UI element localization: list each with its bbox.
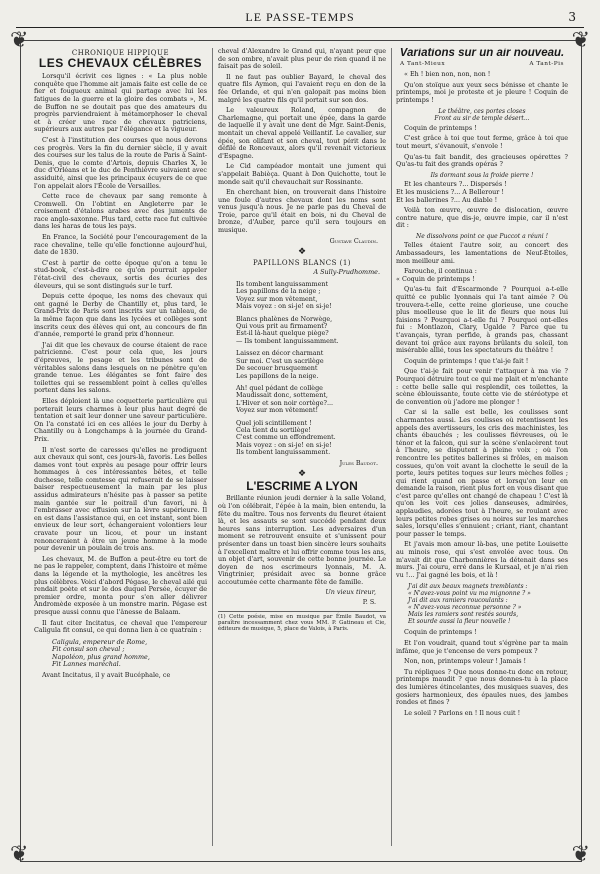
poem-line: Mais voyez : on si-je! en si-je!	[236, 440, 332, 449]
paragraph: J'ai dit que les chevaux de course étaient de race patricienne. C'est pour cela que, les jours d'épreuves, le pesage et les tribunes sont de véritables salons dans lesquels on ne pénètre qu'en grande tenue. Les élégantes se font faire des toilettes qui se ressemblent point à celles qu'elles portent dans les salons.	[34, 340, 207, 395]
poem-line: Les papillons de la neige.	[236, 371, 319, 380]
verse-line: Napoléon, plus grand homme,	[52, 652, 150, 661]
poem-body	[218, 281, 386, 457]
paragraph: Il faut citer Incitatus, ce cheval que l'empereur Caligula fit consul, ce qui donna lien à ce quatrain :	[34, 618, 207, 635]
poem-line: C'est comme un effondrement.	[236, 433, 336, 442]
poem-line: Les papillons de la neige ;	[236, 287, 321, 296]
paragraph: Les chevaux, M. de Buffon a peut-être eu tort de ne pas le rappeler, comptent, dans l'histoire et même dans la légende et la mythologie, les ancêtres les plus célèbres. Voici d'abord Pégase, le cheval ailé qui rendait poète et sur le dos duquel Persée, écuyer de premier ordre, monta pour s'en aller délivrer Andromède exposée à un monstre marin. Pégase est presque aussi connu que l'ânesse de Balaam.	[34, 554, 207, 616]
paragraph: Cette race de chevaux par sang remonte à Cromwell. On l'obtint en Angleterre par le croisement d'étalons arabes avec des juments de race anglo-saxonne. Plus tard, cette race fut cultivée dans les haras de tous les pays.	[34, 192, 207, 231]
article-variations	[396, 48, 568, 846]
verse-line: « N'avez-vous point vu ma mignonne ? »	[408, 590, 531, 598]
corner-ornament-icon: ❦	[10, 842, 29, 867]
poem-line: Voyez sur mon vêtement!	[236, 406, 319, 415]
paragraph: Coquin de printemps ! que t'ai-je fait !	[404, 356, 529, 365]
paragraph: Coquin de printemps !	[404, 123, 477, 132]
poem-line: Ils tombent languissamment	[236, 280, 329, 289]
paragraph: Il ne faut pas oublier Bayard, le cheval des quatre fils Aymon, qui l'avaient reçu en don de la fée Orlande, et qui n'en galopait pas moins bien malgré les quatre fils qu'il portait sur son dos.	[218, 72, 386, 104]
paragraph: Farouche, il continua : « Coquin de printemps !	[396, 267, 477, 283]
dedication-row	[400, 61, 564, 69]
paragraph: Le valeureux Roland, compagnon de Charlemagne, qui portait une épée, dans la garde de laquelle il y avait une dent de Mgr. Saint-Denis, montait un cheval appelé Veillantif. Le cavalier, sur épée, son olifant et son cheval, tout périt dans le défilé de Roncevaux, alors qu'il revenait victorieux d'Espagne.	[218, 106, 386, 160]
paragraph: C'est à l'institution des courses que nous devons ces progrès. Vers la fin du dernier siècle, il y avait des courses sur les talus de la route de Paris à Saint-Denis, que le comte d'Artois, depuis Charles X, le duc d'Orléans et le duc de Penthièvre suivaient avec assiduité, ainsi que les principaux écuyers de ce que l'on appelait alors l'École de Versailles.	[34, 135, 207, 190]
poem-line: Maudissait donc, sottement,	[236, 391, 328, 400]
poem-line: Mais voyez : on si-je! en si-je!	[236, 302, 332, 311]
paragraph: C'est à partir de cette époque qu'on a tenu le stud-book, c'est-à-dire ce qu'on pourrait appeler l'état-civil des chevaux, sortis des écuries des éleveurs, qui se sont distingués sur le turf.	[34, 258, 207, 290]
verse-line: J'ai dit aux ramiers roucoulants :	[408, 597, 508, 605]
column-divider	[212, 48, 213, 846]
quatrain	[52, 639, 207, 669]
poem-line: Ah! quel pédant de collège	[236, 383, 323, 392]
article-heading-escrime: L'ESCRIME A LYON	[246, 478, 358, 493]
stage-note: Le théâtre, ces portes closes Front au sir de temple désert...	[434, 107, 530, 123]
poem-line: Laissez en décor charmant	[236, 349, 324, 358]
poem-line: Voyez sur mon vêtement,	[236, 294, 318, 303]
author-signature: Gustave Claudin.	[329, 236, 378, 245]
corner-ornament-icon: ❦	[571, 28, 590, 53]
dedication-left: A Tant-Mieux	[400, 60, 446, 67]
section-kicker: CHRONIQUE HIPPIQUE	[71, 49, 170, 57]
poem-dedication: A Sully-Prudhomme.	[313, 268, 380, 277]
paragraph: Le soleil ? Parlons en ! Il nous cuit !	[404, 708, 521, 717]
corner-ornament-icon: ❦	[571, 842, 590, 867]
masthead-title: LE PASSE-TEMPS	[245, 10, 355, 24]
verse-line: « N'avez-vous reconnue personne ? »	[408, 604, 522, 612]
corner-ornament-icon: ❦	[10, 28, 29, 53]
verse-line: Fit consul son cheval ;	[52, 645, 125, 654]
paragraph: Qu'as-tu fait d'Escarmonde ? Pourquoi a-t-elle quitté ce public lyonnais qui l'a tant aimée ? Où trouvera-t-elle, cette reine glorieuse, une couche plus moelleuse que le lit de fleurs que nous lui faisions ? Pourquoi a-t-elle fui ? Pourquoi ont-elles fui : Montlazon, Clary, Ugalde ? Parce que tu t'avançais, tyran perfide, à grands pas, chassant devant toi grâce aux rayons brûlants du soleil, ton misérable allié, tous les spectateurs du théâtre !	[396, 285, 568, 355]
paragraph: Voilà ton œuvre, œuvre de dislocation, œuvre contre nature, que dis-je, œuvre impie, car il n'est dit :	[396, 206, 568, 230]
article-chevaux-celebres	[34, 48, 207, 846]
column-two	[218, 48, 386, 846]
poem-line: Quel joli scintillement !	[236, 418, 312, 427]
stage-note: Ils dormant sous la froide pierre !	[430, 171, 534, 179]
quoted-verse	[408, 583, 568, 625]
paragraph: Il n'est sorte de caresses qu'elles ne prodiguent aux chevaux qui sont, ces jours-là, favoris. Les belles dames vont tout exprès au pesage pour offrir leurs hommages à ces intéressantes bêtes, et telle duchesse, telle comtesse qui refuserait de se laisser baiser respectueusement la main par les plus assidus admirateurs n'hésite pas à passer sa petite main gantée sur le poitrail d'un favori, ni à l'embrasser avec effusion sur la lèvre supérieure. Il en est dans l'assistance qui, en cet instant, sont bien envieux de leur sort, échangeraient volontiers leur cravate pour un licou, et pour un instant renonceraient à être un jeune homme à la mode pour devenir un poulain de trois ans.	[34, 445, 207, 553]
paragraph: Et l'on voudrait, quand tout s'égrène par ta main infâme, que je t'encense de vers pompeux ?	[396, 639, 568, 655]
poem-line: Sur moi. C'est un sacrilège	[236, 356, 324, 365]
poem-line: Cela tient du sortilège!	[236, 425, 311, 434]
paragraph: Coquin de printemps !	[404, 628, 477, 637]
paragraph: Brillante réunion jeudi dernier à la salle Voland, où l'on célébrait, l'épée à la main, bien entendu, la fête du maître. Tous nos fervents du fleuret étaient là, et les assauts se sont succédé pendant deux heures sans interruption. Les adversaires d'un moment se retrouvent ensuite et s'unissent pour présenter dans un toast bien sincère leurs souhaits à l'excellent maître et lui offrir comme tous les ans, un objet d'art, souvenir de cette bonne journée. Le doyen de nos escrimeurs lyonnais, M. A. Vingtrinier, présidait avec sa bonne grâce accoutumée cette charmante fête de famille.	[218, 494, 386, 586]
paragraph: Tu répliques ? Que nous donne-tu donc en retour, printemps maudit ? que nous donnes-tu à la place des lumières étincelantes, des musiques suaves, des gosiers harmonieux, des épaules nues, des jambes rondes et fines ?	[396, 667, 568, 707]
poem-title: PAPILLONS BLANCS (1)	[252, 258, 352, 267]
separator-ornament-icon: ❖	[297, 469, 307, 480]
paragraph: « Eh ! bien non, non, non !	[404, 70, 491, 79]
paragraph: Que t'ai-je fait pour venir t'attaquer à ma vie ? Pourquoi détruire tout ce qui me plait et m'enchante : cette belle salle qui resplendit, ces toilettes, la scène éblouissante, toute cette vie de stéréotype et de convention où j'adore me plonger !	[396, 367, 568, 406]
paragraph: Car si la salle est belle, les coulisses sont charmantes aussi. Les coulisses où retentissent les appels des avertisseurs, les cris des machinistes, les chants ébauchés ; les coulisses fiévreuses, où le ténor et la falcon, qui sur la scène s'enlacèrent tout à l'heure, se disputent à pleine voix ; où l'on rencontre les petites ballerines si frôles, en maison cossues, qu'on voit avant la clochette le seuil de la porte, leurs petites toques sur leurs mèches folles ; qui rient quand on passe et lorsqu'on leur en demande la raison, rient plus fort en vous disant que c'est parce qu'elles ont changé de chapeau ! C'est là qu'on les voit ces jolies danseuses, admirées, applaudies, adorées tout à l'heure, se roulant avec leurs petites robes grises ou noires sur les marches sales, lorsqu'elles s'ennuient ; criant, riant, chantant pour passer le temps.	[396, 408, 568, 538]
verse-line: Caligula, empereur de Rome,	[52, 637, 148, 646]
verse-line: Mais les ramiers sont restés sourds,	[408, 611, 519, 619]
page-number: 3	[568, 10, 576, 24]
paragraph: Qu'on stoïque aux yeux secs bénisse et chante le printemps, moi je proteste et je pleure ! Coquin de printemps !	[396, 80, 568, 104]
paragraph: Non, non, printemps voleur ! Jamais !	[404, 657, 527, 666]
dedication-right: A Tant-Pis	[529, 60, 564, 67]
poem-signature: Jules Baudot.	[339, 458, 378, 467]
poem-line: De secouer brusquement	[236, 364, 318, 373]
poem-line: Blancs phalènes de Norwège,	[236, 314, 333, 323]
closing-initials: P. S.	[362, 598, 376, 607]
stage-note: Ne dissolvons point ce que Puccot a réuni !	[416, 232, 548, 240]
page-header	[16, 10, 584, 26]
separator-ornament-icon: ❖	[297, 247, 307, 258]
verse-line: J'ai dit aux beaux magnets tremblants :	[408, 583, 528, 591]
paragraph: Qu'as-tu fait bandit, des gracieuses opérettes ? Qu'as-tu fait des grands opéras ?	[396, 152, 568, 169]
paragraph: Lorsqu'il écrivit ces lignes : « La plus noble conquête que l'homme ait jamais faite est celle de ce fier et fougueux animal qui partage avec lui les fatigues de la guerre et la gloire des combats », M. de Buffon ne se doutait pas que des amateurs du progrès parviendraient à métamorphoser le cheval et à créer une race de chevaux patriciens, supérieurs aux autres par l'élégance et la vigueur.	[34, 72, 207, 134]
paragraph: Telles étaient l'autre soir, au concert des Ambassadeurs, les lamentations de Neuf-Étoiles, mon meilleur ami.	[396, 241, 568, 265]
verse-line: Fit Lannes maréchal.	[52, 659, 121, 668]
paragraph: cheval d'Alexandre le Grand qui, n'ayant peur que de son ombre, n'avait plus peur de rien quand il ne faisait pas de soleil.	[218, 48, 386, 71]
paragraph: En France, la Société pour l'encouragement de la race chevaline, telle qu'elle fonctionne aujourd'hui, date de 1830.	[34, 233, 207, 257]
poem-line: Qui vous prit au firmament?	[236, 322, 328, 331]
paragraph: Elles déploient là une coquetterie particulière qui porterait leurs charmes à leur plus haut degré de tentation et sait leur donner une saveur particulière. On l'a constaté ici en ces allées le jour du Derby à Chantilly ou à Longchamps à la journée du Grand-Prix.	[34, 396, 207, 443]
paragraph: Et les chanteurs ?... Dispersés ! Et les musiciens ?... A Bellerour ! Et les ballerines ?... Au diable !	[396, 180, 507, 204]
paragraph: Avant Incitatus, il y avait Bucéphale, ce	[42, 671, 171, 680]
paragraph: En cherchant bien, on trouverait dans l'histoire une foule d'autres chevaux dont les noms sont venus jusqu'à nous. Je ne parle pas du Cheval de Troie, parce qu'il était en bois, ni du Cheval de bronze, d'Auber, parce qu'il sera toujours en musique.	[218, 188, 386, 235]
poem-line: Est-il là-haut quelque piège?	[236, 329, 329, 338]
verse-line: Et sourde aussi la fleur nouvelle !	[408, 618, 511, 626]
header-rule	[16, 27, 584, 28]
paragraph: Le Cid campéador montait une jument qui s'appelait Babièça. Quant à Don Quichotte, tout le monde sait qu'il chevauchait sur Rossinante.	[218, 162, 386, 186]
footnote: (1) Cette poésie, mise en musique par Émile Baudot, va paraître incessamment chez vous MM. P. Gatineau et Cie, éditeurs de musique, 5, place de Valois, à Paris.	[218, 611, 386, 633]
paragraph: Et j'avais mon amour là-bas, une petite Louisette au minois rose, qui s'est envolée avec tous. On m'avait dit que Charbonnières la détenait dans ses murs. J'ai couru, erré dans le Kursaal, et je n'ai rien vu !... J'ai gagné les bois, et là !	[396, 540, 568, 579]
article-heading-variations: Variations sur un air nouveau.	[399, 48, 565, 59]
column-divider	[391, 48, 392, 846]
paragraph: Depuis cette époque, les noms des chevaux qui ont gagné le Derby de Chantilly et, plus tard, le Grand-Prix de Paris sont inscrits sur un tableau, de la même façon que dans les lycées et collèges sont inscrits ceux des élèves qui ont, au concours de fin d'année, remporté le grand prix d'honneur.	[34, 292, 207, 339]
poem-line: — Ils tombent languissamment.	[236, 336, 339, 345]
paragraph: C'est grâce à toi que tout ferme, grâce à toi que tout meurt, s'évanouit, s'envole !	[396, 134, 568, 150]
article-heading: LES CHEVAUX CÉLÈBRES	[38, 55, 203, 70]
poem-line: L'Hiver et son noir cortège?...	[236, 398, 334, 407]
closing-signature: Un vieux tireur,	[325, 588, 376, 597]
poem-line: Ils tombent languissamment.	[236, 448, 331, 457]
